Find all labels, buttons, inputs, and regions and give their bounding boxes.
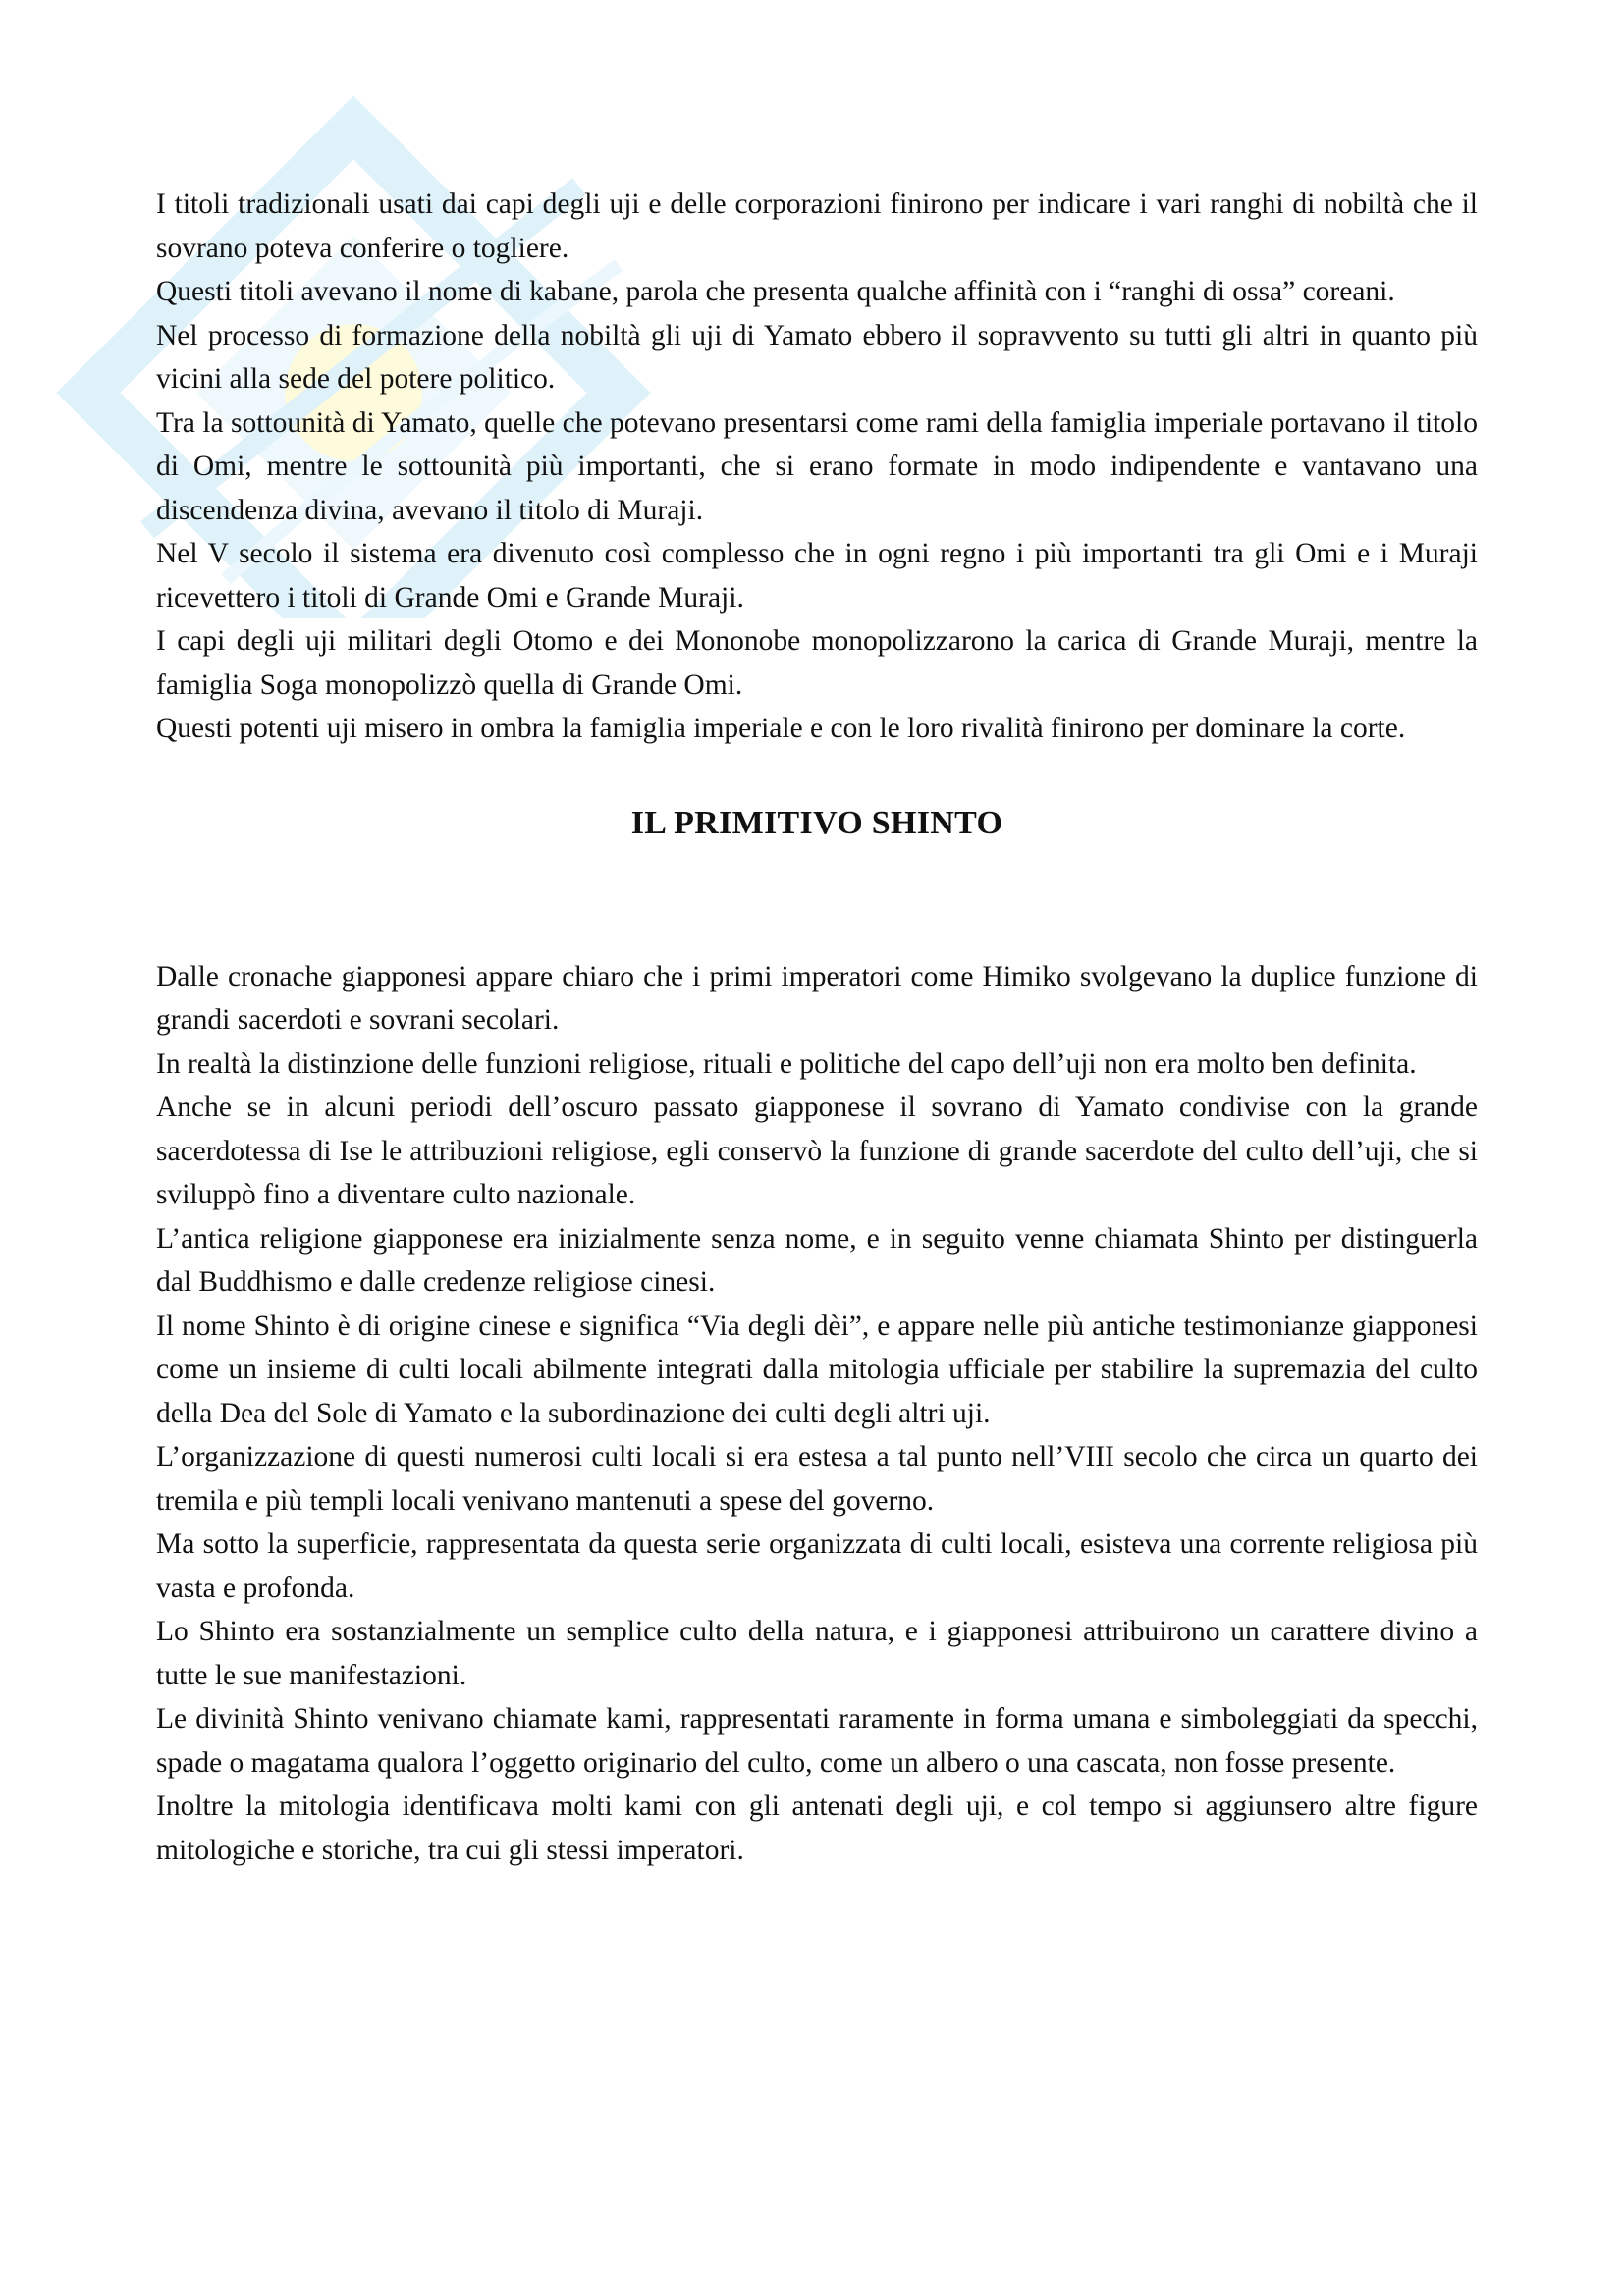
section-1 [156, 183, 1478, 751]
paragraph: Nel processo di formazione della nobiltà gli uji di Yamato ebbero il sopravvento su tutti gli altri in quanto più vicini alla sede del potere politico. [156, 319, 1478, 395]
paragraph: Anche se in alcuni periodi dell’oscuro passato giapponese il sovrano di Yamato condivise con la grande sacerdotessa di Ise le attribuzioni religiose, egli conservò la funzione di grande sacerdote del culto dell’uji, che si sviluppò fino a diventare culto nazionale. [156, 1092, 1478, 1210]
paragraph: L’antica religione giapponese era inizialmente senza nome, e in seguito venne chiamata Shinto per distinguerla dal Buddhismo e dalle credenze religiose cinesi. [156, 1222, 1478, 1298]
paragraph: L’organizzazione di questi numerosi culti locali si era estesa a tal punto nell’VIII secolo che circa un quarto dei tremila e più templi locali venivano mantenuti a spese del governo. [156, 1441, 1478, 1517]
paragraph: Ma sotto la superficie, rappresentata da questa serie organizzata di culti locali, esisteva una corrente religiosa più vasta e profonda. [156, 1528, 1478, 1604]
paragraph: Il nome Shinto è di origine cinese e significa “Via degli dèi”, e appare nelle più antiche testimonianze giapponesi come un insieme di culti locali abilmente integrati dalla mitologia ufficiale per stabilire la supremazia del culto della Dea del Sole di Yamato e la subordinazione dei culti degli altri uji. [156, 1309, 1478, 1429]
paragraph: Dalle cronache giapponesi appare chiaro che i primi imperatori come Himiko svolgevano la duplice funzione di grandi sacerdoti e sovrani secolari. [156, 960, 1478, 1036]
paragraph: Questi titoli avevano il nome di kabane, parola che presenta qualche affinità con i “ranghi di ossa” coreani. [156, 276, 1395, 307]
paragraph: Questi potenti uji misero in ombra la famiglia imperiale e con le loro rivalità finirono per dominare la corte. [156, 713, 1406, 744]
paragraph: Nel V secolo il sistema era divenuto così complesso che in ogni regno i più importanti tra gli Omi e i Muraji ricevettero i titoli di Grande Omi e Grande Muraji. [156, 538, 1478, 614]
paragraph: Le divinità Shinto venivano chiamate kami, rappresentati raramente in forma umana e simboleggiati da specchi, spade o magatama qualora l’oggetto originario del culto, come un albero o una cascata, non fosse presente. [156, 1703, 1478, 1779]
paragraph: Lo Shinto era sostanzialmente un semplice culto della natura, e i giapponesi attribuirono un carattere divino a tutte le sue manifestazioni. [156, 1616, 1478, 1691]
document-page [156, 183, 1478, 1872]
section-heading: IL PRIMITIVO SHINTO [630, 804, 1003, 841]
paragraph: I titoli tradizionali usati dai capi degli uji e delle corporazioni finirono per indicare i vari ranghi di nobiltà che il sovrano poteva conferire o togliere. [156, 188, 1478, 264]
paragraph: Tra la sottounità di Yamato, quelle che potevano presentarsi come rami della famiglia imperiale portavano il titolo di Omi, mentre le sottounità più importanti, che si erano formate in modo indipendente e vantavano una discendenza divina, avevano il titolo di Muraji. [156, 406, 1478, 526]
paragraph: Inoltre la mitologia identificava molti kami con gli antenati degli uji, e col tempo si aggiunsero altre figure mitologiche e storiche, tra cui gli stessi imperatori. [156, 1790, 1478, 1866]
section-2 [156, 955, 1478, 1873]
paragraph: In realtà la distinzione delle funzioni religiose, rituali e politiche del capo dell’uji non era molto ben definita. [156, 1047, 1417, 1080]
paragraph: I capi degli uji militari degli Otomo e dei Mononobe monopolizzarono la carica di Grande Muraji, mentre la famiglia Soga monopolizzò quella di Grande Omi. [156, 625, 1478, 701]
